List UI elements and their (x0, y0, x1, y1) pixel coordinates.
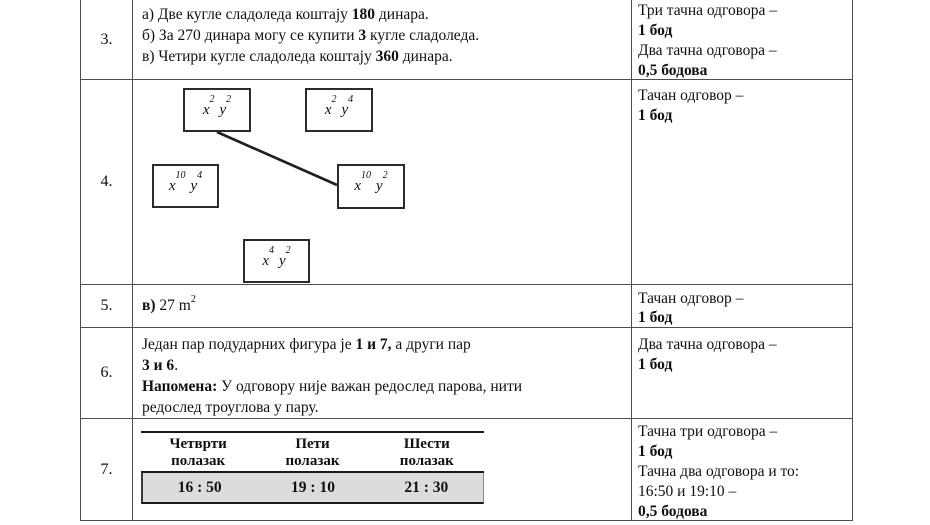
math-y-exp: 2 (226, 93, 232, 105)
expression-box (243, 239, 310, 283)
points-line: Три тачна одговора – (638, 2, 777, 19)
math-x: x (324, 101, 332, 118)
math-y: y (376, 178, 383, 194)
departure-time: 21 : 30 (404, 478, 449, 496)
answer-text: . (174, 357, 179, 374)
question-number-cell (80, 80, 133, 285)
math-y-exp: 4 (348, 93, 354, 105)
answer-text-bold: Напомена: (142, 378, 218, 395)
departure-table-header-row (141, 433, 484, 473)
answer-text: б) За 270 динара могу се купити (142, 27, 359, 44)
points-line: Тачна три одговора – (638, 423, 778, 440)
math-x-exp: 2 (331, 93, 337, 105)
question-number: 3. (100, 30, 113, 48)
points-cell (632, 285, 853, 328)
math-y-exp: 2 (285, 244, 291, 256)
points-line: 1 бод (638, 309, 673, 326)
points-line: 1 бод (638, 107, 673, 124)
answer-text-bold: 3 и 6 (142, 357, 175, 374)
points-line: Тачан одговор – (638, 290, 744, 307)
question-number-cell (80, 419, 133, 521)
question-number: 6. (100, 364, 113, 381)
departure-table-times-row (141, 473, 484, 504)
expression-box (337, 164, 405, 209)
math-y: y (219, 101, 227, 118)
departure-time: 16 : 50 (177, 478, 222, 496)
math-x: x (262, 252, 269, 269)
math-x-exp: 2 (209, 93, 215, 105)
question-number: 4. (100, 173, 113, 190)
question-number: 5. (100, 297, 113, 314)
math-x: x (354, 178, 361, 194)
points-line: Тачан одговор – (638, 87, 744, 104)
answer-line (142, 376, 631, 397)
answer-line (142, 355, 631, 376)
answer-cell (133, 419, 632, 521)
math-y: y (190, 177, 198, 194)
points-cell (632, 328, 853, 419)
expression-box (183, 88, 251, 132)
expression (262, 244, 291, 270)
points-line: 16:50 и 19:10 – (638, 483, 737, 500)
math-x: x (202, 101, 210, 118)
answer-text: кугле сладоледа. (366, 27, 480, 44)
departure-time: 19 : 10 (291, 478, 335, 496)
points-line: Два тачна одговора – (638, 336, 777, 353)
answer-text-bold: 360 (375, 48, 399, 65)
expression (168, 169, 203, 195)
answer-cell (133, 0, 632, 80)
departure-header: Четврти полазак (169, 436, 227, 469)
points-cell (632, 0, 853, 80)
answer-line (142, 397, 631, 418)
points-line: 1 бод (638, 356, 673, 373)
math-x: x (168, 177, 176, 194)
answer-line (142, 334, 631, 355)
math-x-exp: 10 (361, 170, 371, 181)
answer-text: в) Четири кугле сладоледа коштају (142, 48, 376, 65)
answer-text-bold: 1 и 7, (355, 336, 392, 353)
points-cell (632, 419, 853, 521)
expression (324, 93, 354, 119)
answer-line (142, 46, 631, 67)
expression (202, 93, 232, 119)
answer-text: Један пар подударних фигура је (142, 336, 356, 353)
points-line: 0,5 бодова (638, 62, 708, 79)
answer-cell (133, 285, 632, 328)
points-line: Два тачна одговора – (638, 42, 777, 59)
answer-text: а други пар (391, 336, 471, 353)
points-cell (632, 80, 853, 285)
answer-text: редослед троуглова у пару. (142, 399, 319, 416)
math-x-exp: 10 (175, 169, 186, 181)
question-number-cell (80, 328, 133, 419)
answer-line (142, 25, 631, 46)
answer-text: У одговору није важан редослед парова, нити (217, 378, 523, 395)
answer-text: динара. (398, 48, 453, 65)
expression-box (152, 164, 219, 208)
answer-cell (133, 328, 632, 419)
answer-line: в) 27 m $^2$ (142, 294, 196, 314)
answer-text: 27 m (155, 297, 191, 314)
question-number: 7. (100, 460, 113, 478)
answer-cell (133, 80, 632, 285)
answer-text-bold: 180 (351, 6, 376, 23)
math-y: y (279, 252, 286, 269)
points-line: Тачна два одговора и то: (638, 463, 800, 480)
question-number-cell (80, 0, 133, 80)
answer-text-bold: 3 (358, 27, 367, 44)
points-line: 1 бод (638, 22, 673, 39)
math-y-exp: 4 (197, 169, 203, 181)
expression-box (305, 88, 373, 132)
departure-table (141, 431, 484, 504)
math-y: y (341, 101, 349, 118)
answer-line (142, 4, 631, 25)
departure-header: Шести полазак (399, 436, 454, 469)
math-x-exp: 4 (269, 244, 274, 256)
departure-header: Пети полазак (285, 436, 340, 469)
answer-text-bold: в) (142, 297, 156, 314)
points-line: 0,5 бодова (638, 503, 708, 520)
answer-text: динара. (375, 6, 429, 23)
points-line: 1 бод (638, 443, 673, 460)
scoring-table (80, 0, 853, 521)
question-number-cell (80, 285, 133, 328)
expression (354, 170, 388, 195)
answer-text: а) Две кугле сладоледа коштају (142, 6, 352, 23)
math-y-exp: 2 (382, 170, 388, 181)
